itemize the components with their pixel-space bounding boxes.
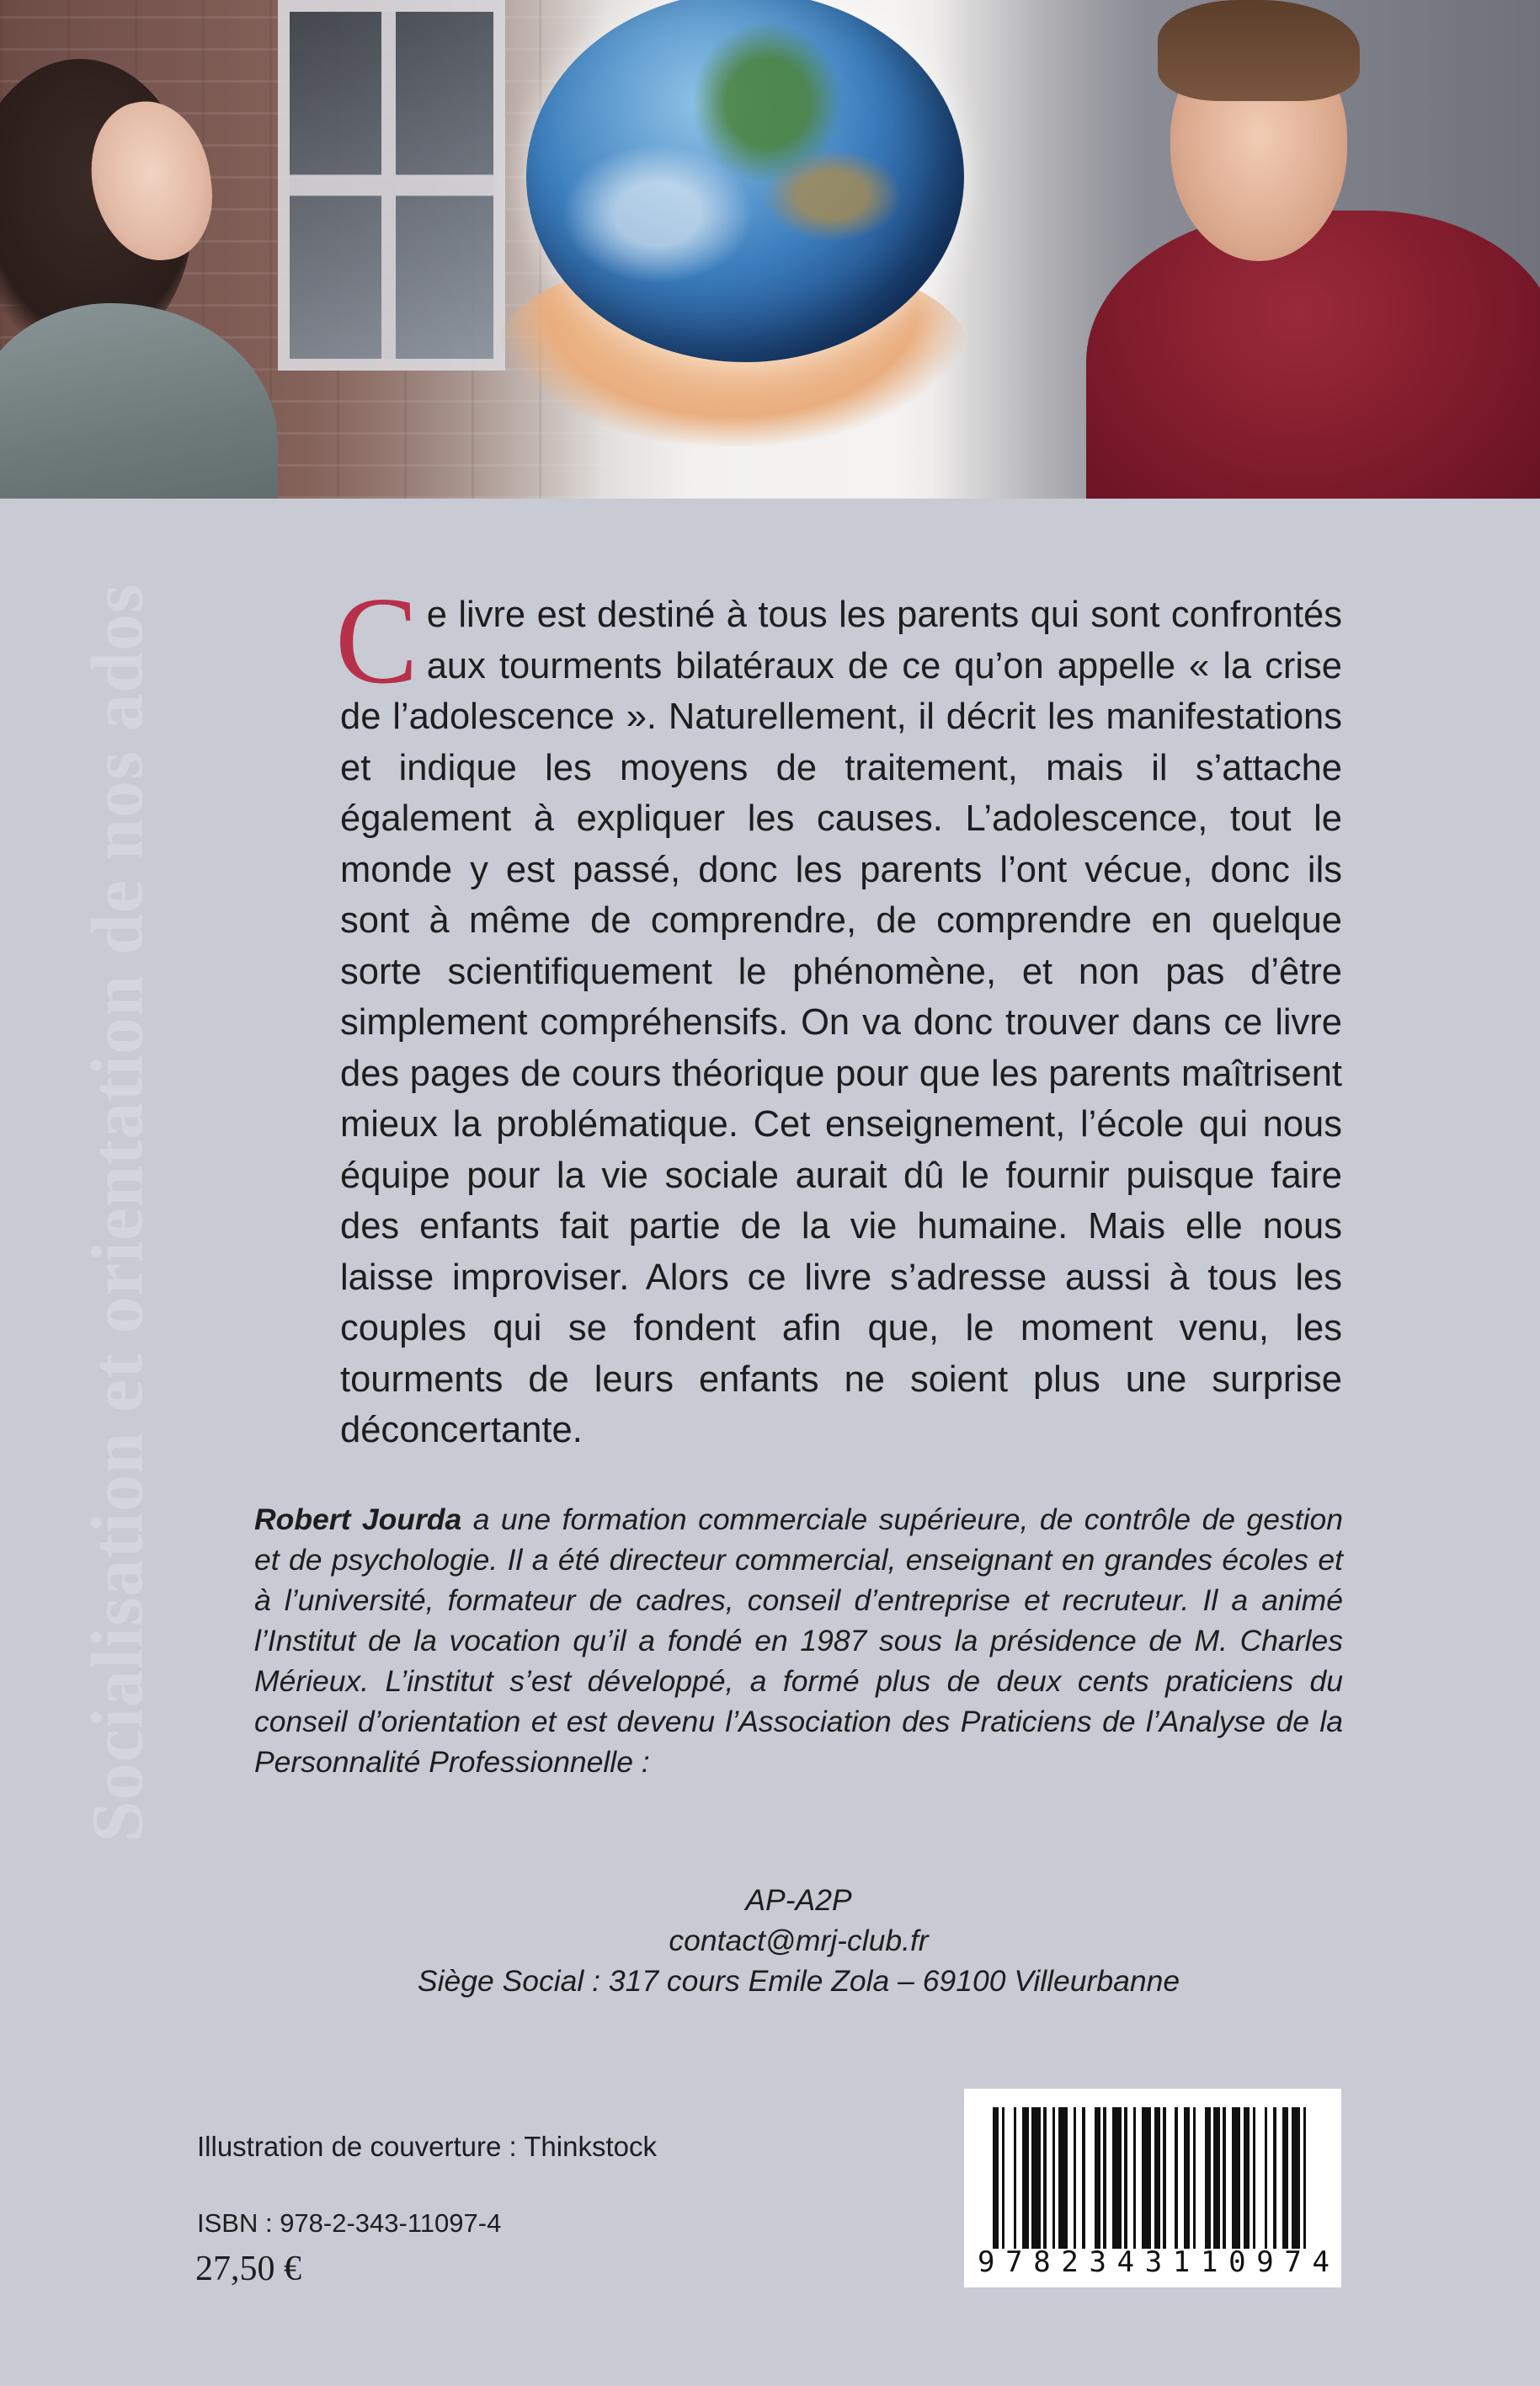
barcode-bar — [1196, 2107, 1205, 2249]
barcode-digit: 1 — [1201, 2245, 1220, 2279]
barcode-digit: 4 — [1116, 2245, 1137, 2279]
barcode-bar — [1136, 2107, 1142, 2249]
barcode-bar — [1058, 2107, 1068, 2249]
barcode-digit: 8 — [1033, 2245, 1052, 2279]
spine-ghost-title: Socialisation et orientation de nos ados — [77, 583, 159, 1843]
boy-hair — [1158, 0, 1360, 101]
barcode-bar — [1232, 2107, 1241, 2249]
barcode-bar — [1047, 2107, 1052, 2249]
barcode-bar — [1095, 2107, 1100, 2249]
price: 27,50 € — [195, 2250, 301, 2288]
barcode-bar — [1112, 2107, 1122, 2249]
barcode-bar — [1267, 2107, 1273, 2249]
barcode-bar — [1004, 2107, 1014, 2249]
barcode-digit: 9 — [978, 2245, 997, 2279]
cover-photo-banner — [0, 0, 1540, 499]
isbn: ISBN : 978-2-343-11097-4 — [197, 2208, 502, 2238]
barcode-digit: 1 — [1172, 2245, 1192, 2279]
barcode-bar — [1016, 2107, 1022, 2249]
barcode-bar — [1205, 2107, 1211, 2249]
contact-block — [254, 1880, 1343, 2001]
barcode-bar — [1306, 2107, 1312, 2249]
barcode-bar — [1255, 2107, 1265, 2249]
barcode-bar — [1276, 2107, 1282, 2249]
description-text: e livre est destiné à tous les parents qui sont confrontés aux tourments bilatéraux de ce qu’on appelle « la crise de l’adolescence ». Naturellement, il décrit les manifestations et indique les moyens de traitement, mais il s’attache également à expliquer les causes. L’adolescence, tout le monde y est passé, donc les parents l’ont vécue, donc ils sont à même de comprendre, de comprendre en quelque sorte scientifiquement le phénomène, et non pas d’être simplement compréhensifs. On va donc trouver dans ce livre des pages de cours théorique pour que les parents maîtrisent mieux la problématique. Cet enseignement, l’école qui nous équipe pour la vie sociale aurait dû le fournir puisque faire des enfants fait partie de la vie humaine. Mais elle nous laisse improviser. Alors ce livre s’adresse aussi à tous les couples qui se fondent afin que, le moment venu, les tourments de leurs enfants ne soient plus une surprise déconcertante. — [340, 595, 1342, 1450]
barcode-digit: 7 — [1005, 2245, 1025, 2279]
barcode-bar — [1213, 2107, 1219, 2249]
barcode-bar — [1292, 2107, 1301, 2249]
barcode-bar — [1244, 2107, 1250, 2249]
bio-text: a une formation commerciale supérieure, de contrôle de gestion et de psychologie. Il a été directeur commercial, enseignant en grandes écoles et à l’université, formateur de cadres, conseil d’entreprise et recruteur. Il a animé l’Institut de la vocation qu’il a fondé en 1987 sous la présidence de M. Charles Mérieux. L’institut s’est développé, a formé plus de deux cents praticiens du conseil d’orientation et est devenu l’Association des Praticiens de l’Analyse de la Personnalité Professionnelle : — [254, 1503, 1343, 1779]
barcode-bar — [1076, 2107, 1082, 2249]
barcode-bar — [1178, 2107, 1184, 2249]
boy-hoodie — [1086, 211, 1540, 499]
cover-credit: Illustration de couverture : Thinkstock — [197, 2131, 657, 2162]
barcode-bar — [1022, 2107, 1028, 2249]
barcode-digit: 4 — [1312, 2245, 1331, 2279]
barcode-bar — [1226, 2107, 1232, 2249]
author-bio — [254, 1499, 1343, 1782]
contact-address: Siège Social : 317 cours Emile Zola – 69100 Villeurbanne — [417, 1964, 1180, 1998]
barcode-bar — [1106, 2107, 1112, 2249]
barcode-bar — [1184, 2107, 1190, 2249]
barcode-bar — [1031, 2107, 1041, 2249]
earth-globe-icon — [526, 0, 964, 362]
barcode-digit: 3 — [1144, 2245, 1164, 2279]
barcode-bar — [1127, 2107, 1133, 2249]
barcode-bar — [1142, 2107, 1151, 2249]
barcode-bar — [1154, 2107, 1160, 2249]
contact-org: AP-A2P — [745, 1883, 852, 1917]
book-description — [335, 572, 1342, 1456]
barcode-digit: 7 — [1284, 2245, 1303, 2279]
barcode-digit: 3 — [1089, 2245, 1108, 2279]
barcode-digit: 0 — [1228, 2245, 1248, 2279]
author-name: Robert Jourda — [254, 1503, 462, 1536]
barcode-digit: 9 — [1256, 2245, 1276, 2279]
barcode-bar — [993, 2107, 999, 2249]
dropcap-letter: C — [335, 572, 418, 710]
building-window — [278, 0, 505, 371]
barcode — [964, 2089, 1341, 2287]
barcode-bar — [1166, 2107, 1175, 2249]
barcode-bar — [1282, 2107, 1288, 2249]
contact-email: contact@mrj-club.fr — [669, 1924, 929, 1957]
barcode-bar — [1085, 2107, 1095, 2249]
barcode-bars — [993, 2107, 1313, 2249]
barcode-digits — [978, 2245, 1331, 2279]
barcode-bar — [1068, 2107, 1074, 2249]
barcode-digit: 2 — [1061, 2245, 1080, 2279]
